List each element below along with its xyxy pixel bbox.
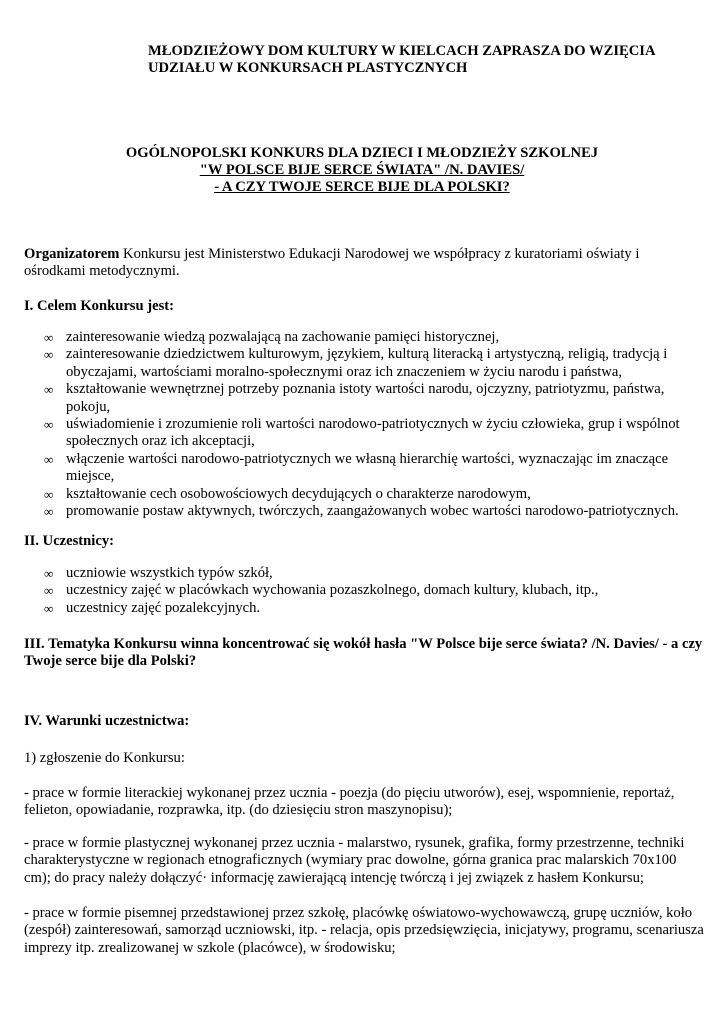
section-1-heading: I. Celem Konkursu jest: [24, 298, 174, 314]
bullet-icon: ∞ [44, 451, 54, 467]
section-4-heading: IV. Warunki uczestnictwa: [24, 713, 190, 729]
list-item [44, 346, 704, 381]
list-item-text: uczestnicy zajęć pozalekcyjnych. [66, 599, 261, 616]
goals-list [44, 329, 704, 520]
section-2-heading: II. Uczestnicy: [24, 533, 114, 549]
bullet-icon: ∞ [44, 382, 54, 398]
condition-written: - prace w formie pisemnej przedstawionej przez szkołę, placówkę oświatowo-wychowawczą, grupę uczniów, koło (zespół) zainteresowań, samorząd uczniowski, itp. - relacja, opis przedsięwzięcia, inicjatywy, programu, scenariusza imprezy itp. zrealizowanej w szkole (placówce), w środowisku; [24, 905, 704, 956]
bullet-icon: ∞ [44, 583, 54, 599]
list-item [44, 486, 704, 503]
participants-list [44, 565, 704, 617]
bullet-icon: ∞ [44, 417, 54, 433]
list-item [44, 451, 704, 486]
list-item [44, 600, 704, 617]
list-item-text: uczniowie wszystkich typów szkół, [66, 565, 273, 581]
bullet-icon: ∞ [44, 566, 54, 581]
organizer-paragraph [24, 246, 704, 281]
section-4-subheading: 1) zgłoszenie do Konkursu: [24, 750, 185, 766]
list-item-text: zainteresowanie dziedzictwem kulturowym, językiem, kulturą literacką i artystyczną, religią, tradycją i obyczajami, wartościami moralno-społecznymi oraz ich znaczeniem w życiu narodu i państwa, [66, 346, 668, 380]
list-item-text: włączenie wartości narodowo-patriotycznych we własną hierarchię wartości, wyznaczając im znaczące miejsce, [66, 450, 669, 485]
list-item-text: kształtowanie cech osobowościowych decydujących o charakterze narodowym, [66, 485, 531, 502]
title-line-3: - A CZY TWOJE SERCE BIJE DLA POLSKI? [214, 179, 510, 195]
title-line-1: OGÓLNOPOLSKI KONKURS DLA DZIECI I MŁODZIEŻY SZKOLNEJ [125, 145, 599, 161]
section-3-heading: III. Tematyka Konkursu winna koncentrować się wokół hasła "W Polsce bije serce świata? /N. Davies/ - a czy Twoje serce bije dla Polski? [24, 636, 703, 670]
organizer-text: Konkursu jest Ministerstwo Edukacji Narodowej we współpracy z kuratoriami oświaty i ośrodkami metodycznymi. [24, 246, 640, 280]
list-item [44, 329, 704, 346]
list-item [44, 503, 704, 520]
list-item-text: zainteresowanie wiedzą pozwalającą na zachowanie pamięci historycznej, [66, 329, 500, 345]
list-item-text: kształtowanie wewnętrznej potrzeby poznania istoty wartości narodu, ojczyzny, patriotyzmu, państwa, pokoju, [66, 381, 665, 415]
condition-literary: - prace w formie literackiej wykonanej przez ucznia - poezja (do pięciu utworów), esej, wspomnienie, reportaż, felieton, opowiadanie, rozprawka, itp. (do dziesięciu stron maszynopisu); [24, 785, 675, 819]
list-item-text: uczestnicy zajęć w placówkach wychowania pozaszkolnego, domach kultury, klubach, itp., [66, 582, 599, 599]
header-line-1: MŁODZIEŻOWY DOM KULTURY W KIELCACH ZAPRASZA DO WZIĘCIA [148, 43, 656, 59]
list-item [44, 381, 704, 416]
title-line-2: "W POLSCE BIJE SERCE ŚWIATA" /N. DAVIES/ [199, 162, 525, 178]
bullet-icon: ∞ [44, 486, 54, 502]
bullet-icon: ∞ [44, 330, 54, 345]
bullet-icon: ∞ [44, 600, 54, 616]
condition-art: - prace w formie plastycznej wykonanej przez ucznia - malarstwo, rysunek, grafika, formy przestrzenne, techniki charakterystyczne w regionach etnograficznych (wymiary prac dowolne, górna granica prac malarskich 70x100 cm); do pracy należy dołączyć· informację zawierającą intencję twórczą i jej związek z hasłem Konkursu; [24, 835, 685, 886]
list-item-text: promowanie postaw aktywnych, twórczych, zaangażowanych wobec wartości narodowo-patriotycznych. [66, 503, 679, 520]
list-item [44, 565, 704, 582]
list-item-text: uświadomienie i zrozumienie roli wartości narodowo-patriotycznych w życiu człowieka, grup i wspólnot społecznych oraz ich akceptacji, [66, 416, 680, 450]
list-item [44, 416, 704, 451]
bullet-icon: ∞ [44, 504, 54, 520]
header-line-2: UDZIAŁU W KONKURSACH PLASTYCZNYCH [148, 60, 468, 76]
list-item [44, 582, 704, 599]
organizer-label: Organizatorem [24, 246, 120, 262]
bullet-icon: ∞ [44, 347, 54, 363]
